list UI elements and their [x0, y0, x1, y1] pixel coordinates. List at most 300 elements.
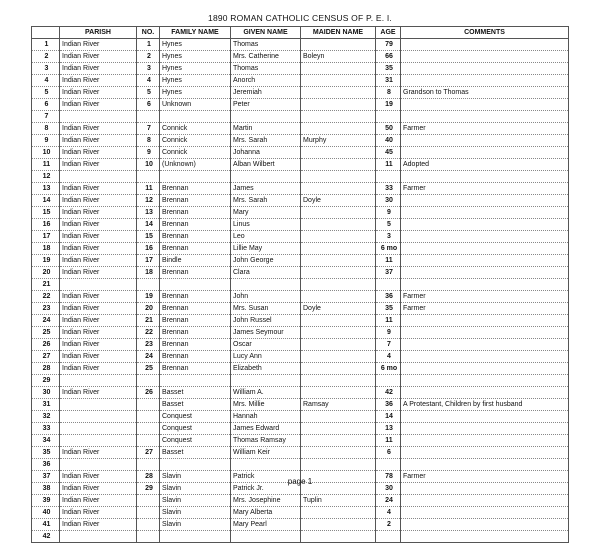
- cell-given-name: [231, 279, 301, 291]
- cell-row-number: 32: [32, 411, 60, 423]
- table-row: [32, 423, 569, 435]
- cell-family-name: [160, 171, 231, 183]
- cell-age: 30: [376, 483, 401, 495]
- cell-maiden-name: [301, 267, 376, 279]
- cell-family-name: Brennan: [160, 363, 231, 375]
- cell-maiden-name: [301, 423, 376, 435]
- cell-no: 7: [137, 123, 160, 135]
- cell-comments: [401, 171, 569, 183]
- cell-parish: Indian River: [60, 303, 137, 315]
- cell-maiden-name: [301, 447, 376, 459]
- cell-family-name: Brennan: [160, 219, 231, 231]
- cell-given-name: Thomas: [231, 63, 301, 75]
- cell-family-name: Brennan: [160, 339, 231, 351]
- cell-parish: Indian River: [60, 39, 137, 51]
- cell-family-name: Brennan: [160, 231, 231, 243]
- table-row: [32, 411, 569, 423]
- table-row: [32, 279, 569, 291]
- table-row: [32, 255, 569, 267]
- cell-family-name: [160, 111, 231, 123]
- cell-comments: [401, 243, 569, 255]
- table-row: [32, 267, 569, 279]
- cell-no: 2: [137, 51, 160, 63]
- cell-comments: [401, 231, 569, 243]
- cell-given-name: John Russel: [231, 315, 301, 327]
- cell-no: 1: [137, 39, 160, 51]
- cell-comments: [401, 351, 569, 363]
- cell-age: 37: [376, 267, 401, 279]
- cell-given-name: Mrs. Josephine: [231, 495, 301, 507]
- cell-parish: Indian River: [60, 507, 137, 519]
- cell-family-name: Slavin: [160, 495, 231, 507]
- cell-given-name: Patrick: [231, 471, 301, 483]
- cell-row-number: 5: [32, 87, 60, 99]
- cell-maiden-name: [301, 411, 376, 423]
- cell-comments: [401, 195, 569, 207]
- table-row: [32, 447, 569, 459]
- cell-parish: Indian River: [60, 351, 137, 363]
- cell-parish: Indian River: [60, 75, 137, 87]
- cell-comments: [401, 147, 569, 159]
- cell-given-name: William A.: [231, 387, 301, 399]
- cell-family-name: Bindle: [160, 255, 231, 267]
- cell-age: 40: [376, 135, 401, 147]
- cell-given-name: Jeremiah: [231, 87, 301, 99]
- cell-age: 11: [376, 159, 401, 171]
- cell-family-name: Basset: [160, 387, 231, 399]
- cell-row-number: 8: [32, 123, 60, 135]
- cell-row-number: 23: [32, 303, 60, 315]
- cell-given-name: Mrs. Millie: [231, 399, 301, 411]
- cell-comments: [401, 135, 569, 147]
- cell-comments: [401, 387, 569, 399]
- cell-no: 20: [137, 303, 160, 315]
- cell-age: [376, 531, 401, 543]
- cell-no: [137, 423, 160, 435]
- cell-age: 36: [376, 291, 401, 303]
- cell-comments: Adopted: [401, 159, 569, 171]
- cell-row-number: 31: [32, 399, 60, 411]
- cell-maiden-name: [301, 63, 376, 75]
- cell-maiden-name: Doyle: [301, 195, 376, 207]
- cell-given-name: James Edward: [231, 423, 301, 435]
- cell-family-name: Connick: [160, 135, 231, 147]
- table-row: [32, 99, 569, 111]
- cell-no: 23: [137, 339, 160, 351]
- cell-given-name: John: [231, 291, 301, 303]
- cell-row-number: 26: [32, 339, 60, 351]
- cell-family-name: [160, 375, 231, 387]
- cell-family-name: Basset: [160, 399, 231, 411]
- cell-row-number: 9: [32, 135, 60, 147]
- cell-row-number: 7: [32, 111, 60, 123]
- cell-given-name: Alban Wilbert: [231, 159, 301, 171]
- page-title: 1890 ROMAN CATHOLIC CENSUS OF P. E. I.: [208, 13, 392, 23]
- cell-given-name: Linus: [231, 219, 301, 231]
- table-row: [32, 375, 569, 387]
- cell-no: [137, 279, 160, 291]
- cell-comments: [401, 315, 569, 327]
- cell-age: 6 mo: [376, 243, 401, 255]
- cell-maiden-name: [301, 75, 376, 87]
- cell-age: 45: [376, 147, 401, 159]
- cell-row-number: 37: [32, 471, 60, 483]
- cell-no: 5: [137, 87, 160, 99]
- cell-given-name: Clara: [231, 267, 301, 279]
- cell-no: 6: [137, 99, 160, 111]
- cell-maiden-name: [301, 315, 376, 327]
- cell-maiden-name: [301, 375, 376, 387]
- cell-comments: [401, 363, 569, 375]
- cell-maiden-name: [301, 183, 376, 195]
- cell-age: 13: [376, 423, 401, 435]
- cell-age: 11: [376, 255, 401, 267]
- cell-maiden-name: [301, 39, 376, 51]
- cell-no: [137, 495, 160, 507]
- cell-family-name: Brennan: [160, 183, 231, 195]
- cell-maiden-name: [301, 99, 376, 111]
- cell-family-name: Conquest: [160, 411, 231, 423]
- cell-age: 35: [376, 303, 401, 315]
- cell-parish: Indian River: [60, 135, 137, 147]
- cell-given-name: Mrs. Susan: [231, 303, 301, 315]
- cell-maiden-name: [301, 327, 376, 339]
- cell-parish: Indian River: [60, 315, 137, 327]
- table-row: [32, 39, 569, 51]
- cell-family-name: Hynes: [160, 51, 231, 63]
- cell-maiden-name: [301, 291, 376, 303]
- cell-age: 4: [376, 507, 401, 519]
- cell-family-name: Slavin: [160, 471, 231, 483]
- cell-age: 31: [376, 75, 401, 87]
- cell-row-number: 14: [32, 195, 60, 207]
- cell-parish: Indian River: [60, 159, 137, 171]
- cell-age: 9: [376, 327, 401, 339]
- cell-no: 28: [137, 471, 160, 483]
- table-row: [32, 435, 569, 447]
- cell-row-number: 11: [32, 159, 60, 171]
- cell-row-number: 34: [32, 435, 60, 447]
- cell-comments: A Protestant, Children by first husband: [401, 399, 569, 411]
- cell-given-name: James Seymour: [231, 327, 301, 339]
- table-row: [32, 387, 569, 399]
- cell-comments: [401, 255, 569, 267]
- cell-no: 9: [137, 147, 160, 159]
- table-row: [32, 195, 569, 207]
- cell-age: 11: [376, 315, 401, 327]
- cell-comments: [401, 63, 569, 75]
- cell-given-name: Mary Alberta: [231, 507, 301, 519]
- table-row: [32, 495, 569, 507]
- cell-parish: [60, 171, 137, 183]
- cell-no: 18: [137, 267, 160, 279]
- census-body: [32, 39, 569, 543]
- cell-row-number: 18: [32, 243, 60, 255]
- cell-age: 33: [376, 183, 401, 195]
- table-row: [32, 399, 569, 411]
- cell-family-name: (Unknown): [160, 159, 231, 171]
- cell-family-name: [160, 279, 231, 291]
- cell-age: [376, 171, 401, 183]
- cell-family-name: Connick: [160, 123, 231, 135]
- cell-given-name: Mary Pearl: [231, 519, 301, 531]
- cell-age: 2: [376, 519, 401, 531]
- cell-age: 19: [376, 99, 401, 111]
- cell-no: 19: [137, 291, 160, 303]
- cell-maiden-name: [301, 279, 376, 291]
- cell-parish: [60, 279, 137, 291]
- cell-row-number: 13: [32, 183, 60, 195]
- cell-row-number: 1: [32, 39, 60, 51]
- cell-given-name: Hannah: [231, 411, 301, 423]
- census-table: [31, 26, 569, 543]
- header-family-name: FAMILY NAME: [160, 27, 231, 39]
- cell-parish: Indian River: [60, 183, 137, 195]
- cell-age: 4: [376, 351, 401, 363]
- cell-maiden-name: [301, 87, 376, 99]
- cell-no: 25: [137, 363, 160, 375]
- cell-maiden-name: [301, 171, 376, 183]
- cell-no: 15: [137, 231, 160, 243]
- cell-parish: Indian River: [60, 447, 137, 459]
- cell-family-name: Connick: [160, 147, 231, 159]
- cell-no: 3: [137, 63, 160, 75]
- cell-family-name: [160, 531, 231, 543]
- table-row: [32, 459, 569, 471]
- table-row: [32, 207, 569, 219]
- cell-maiden-name: [301, 255, 376, 267]
- cell-row-number: 19: [32, 255, 60, 267]
- table-row: [32, 135, 569, 147]
- cell-parish: [60, 435, 137, 447]
- cell-given-name: [231, 459, 301, 471]
- cell-no: 10: [137, 159, 160, 171]
- cell-comments: [401, 423, 569, 435]
- cell-parish: Indian River: [60, 99, 137, 111]
- cell-row-number: 20: [32, 267, 60, 279]
- cell-parish: Indian River: [60, 51, 137, 63]
- cell-comments: [401, 447, 569, 459]
- cell-parish: Indian River: [60, 195, 137, 207]
- cell-comments: [401, 459, 569, 471]
- cell-maiden-name: [301, 459, 376, 471]
- cell-parish: Indian River: [60, 267, 137, 279]
- table-row: [32, 303, 569, 315]
- cell-no: [137, 531, 160, 543]
- cell-parish: [60, 411, 137, 423]
- cell-given-name: Peter: [231, 99, 301, 111]
- table-row: [32, 363, 569, 375]
- cell-given-name: [231, 531, 301, 543]
- cell-parish: Indian River: [60, 207, 137, 219]
- cell-no: [137, 519, 160, 531]
- cell-row-number: 29: [32, 375, 60, 387]
- cell-given-name: James: [231, 183, 301, 195]
- cell-no: [137, 507, 160, 519]
- cell-family-name: Brennan: [160, 351, 231, 363]
- cell-family-name: Slavin: [160, 507, 231, 519]
- table-row: [32, 243, 569, 255]
- cell-parish: [60, 423, 137, 435]
- cell-no: 17: [137, 255, 160, 267]
- cell-comments: Farmer: [401, 303, 569, 315]
- cell-given-name: Johanna: [231, 147, 301, 159]
- cell-age: 5: [376, 219, 401, 231]
- cell-family-name: Conquest: [160, 423, 231, 435]
- cell-parish: [60, 459, 137, 471]
- cell-row-number: 10: [32, 147, 60, 159]
- header-age: AGE: [376, 27, 401, 39]
- cell-row-number: 21: [32, 279, 60, 291]
- cell-no: 12: [137, 195, 160, 207]
- cell-comments: [401, 279, 569, 291]
- page-number: page 1: [287, 477, 313, 486]
- cell-age: 30: [376, 195, 401, 207]
- cell-family-name: Slavin: [160, 519, 231, 531]
- cell-age: 3: [376, 231, 401, 243]
- cell-parish: Indian River: [60, 243, 137, 255]
- cell-family-name: Brennan: [160, 291, 231, 303]
- cell-comments: [401, 375, 569, 387]
- cell-no: 29: [137, 483, 160, 495]
- cell-parish: Indian River: [60, 483, 137, 495]
- cell-no: 13: [137, 207, 160, 219]
- cell-comments: [401, 267, 569, 279]
- cell-age: 36: [376, 399, 401, 411]
- table-row: [32, 339, 569, 351]
- cell-maiden-name: [301, 207, 376, 219]
- cell-maiden-name: [301, 243, 376, 255]
- cell-no: [137, 435, 160, 447]
- cell-age: [376, 459, 401, 471]
- cell-no: 8: [137, 135, 160, 147]
- cell-maiden-name: [301, 111, 376, 123]
- header-parish: PARISH: [60, 27, 137, 39]
- cell-comments: [401, 51, 569, 63]
- table-row: [32, 183, 569, 195]
- cell-age: 66: [376, 51, 401, 63]
- cell-row-number: 41: [32, 519, 60, 531]
- cell-family-name: Slavin: [160, 483, 231, 495]
- cell-row-number: 17: [32, 231, 60, 243]
- cell-parish: Indian River: [60, 327, 137, 339]
- cell-row-number: 28: [32, 363, 60, 375]
- cell-no: 27: [137, 447, 160, 459]
- table-row: [32, 111, 569, 123]
- cell-parish: [60, 531, 137, 543]
- cell-given-name: [231, 171, 301, 183]
- cell-no: [137, 171, 160, 183]
- cell-no: 21: [137, 315, 160, 327]
- cell-parish: Indian River: [60, 123, 137, 135]
- cell-maiden-name: [301, 219, 376, 231]
- cell-given-name: Mrs. Sarah: [231, 135, 301, 147]
- cell-parish: Indian River: [60, 291, 137, 303]
- cell-row-number: 2: [32, 51, 60, 63]
- cell-maiden-name: [301, 351, 376, 363]
- cell-parish: Indian River: [60, 231, 137, 243]
- cell-row-number: 38: [32, 483, 60, 495]
- cell-age: [376, 111, 401, 123]
- cell-maiden-name: [301, 339, 376, 351]
- cell-given-name: William Keir: [231, 447, 301, 459]
- cell-maiden-name: [301, 435, 376, 447]
- header-given-name: GIVEN NAME: [231, 27, 301, 39]
- cell-row-number: 42: [32, 531, 60, 543]
- cell-no: 14: [137, 219, 160, 231]
- cell-given-name: Elizabeth: [231, 363, 301, 375]
- cell-row-number: 3: [32, 63, 60, 75]
- cell-family-name: Hynes: [160, 39, 231, 51]
- cell-row-number: 25: [32, 327, 60, 339]
- cell-given-name: Mary: [231, 207, 301, 219]
- cell-maiden-name: [301, 123, 376, 135]
- cell-parish: Indian River: [60, 87, 137, 99]
- cell-comments: [401, 531, 569, 543]
- cell-row-number: 22: [32, 291, 60, 303]
- table-row: [32, 123, 569, 135]
- cell-row-number: 33: [32, 423, 60, 435]
- table-row: [32, 315, 569, 327]
- cell-given-name: Thomas: [231, 39, 301, 51]
- cell-family-name: Conquest: [160, 435, 231, 447]
- cell-family-name: Hynes: [160, 63, 231, 75]
- cell-row-number: 16: [32, 219, 60, 231]
- cell-maiden-name: [301, 147, 376, 159]
- cell-family-name: Brennan: [160, 267, 231, 279]
- cell-age: 14: [376, 411, 401, 423]
- cell-row-number: 39: [32, 495, 60, 507]
- cell-given-name: Mrs. Catherine: [231, 51, 301, 63]
- cell-maiden-name: [301, 387, 376, 399]
- cell-maiden-name: [301, 363, 376, 375]
- cell-comments: Farmer: [401, 183, 569, 195]
- cell-comments: [401, 75, 569, 87]
- cell-age: 9: [376, 207, 401, 219]
- cell-maiden-name: Doyle: [301, 303, 376, 315]
- cell-parish: [60, 111, 137, 123]
- cell-parish: Indian River: [60, 519, 137, 531]
- cell-family-name: Basset: [160, 447, 231, 459]
- table-row: [32, 51, 569, 63]
- cell-comments: [401, 327, 569, 339]
- cell-parish: Indian River: [60, 147, 137, 159]
- cell-comments: Farmer: [401, 123, 569, 135]
- cell-row-number: 24: [32, 315, 60, 327]
- table-row: [32, 219, 569, 231]
- cell-comments: [401, 519, 569, 531]
- cell-parish: Indian River: [60, 339, 137, 351]
- cell-maiden-name: Murphy: [301, 135, 376, 147]
- cell-comments: [401, 99, 569, 111]
- cell-family-name: Brennan: [160, 195, 231, 207]
- table-row: [32, 507, 569, 519]
- table-row: [32, 75, 569, 87]
- cell-no: 24: [137, 351, 160, 363]
- table-row: [32, 231, 569, 243]
- cell-maiden-name: Tuplin: [301, 495, 376, 507]
- cell-comments: Farmer: [401, 471, 569, 483]
- cell-family-name: [160, 459, 231, 471]
- table-row: [32, 327, 569, 339]
- cell-age: 7: [376, 339, 401, 351]
- cell-row-number: 6: [32, 99, 60, 111]
- header-maiden-name: MAIDEN NAME: [301, 27, 376, 39]
- table-row: [32, 159, 569, 171]
- header-row: [32, 27, 569, 39]
- table-row: [32, 519, 569, 531]
- cell-given-name: Thomas Ramsay: [231, 435, 301, 447]
